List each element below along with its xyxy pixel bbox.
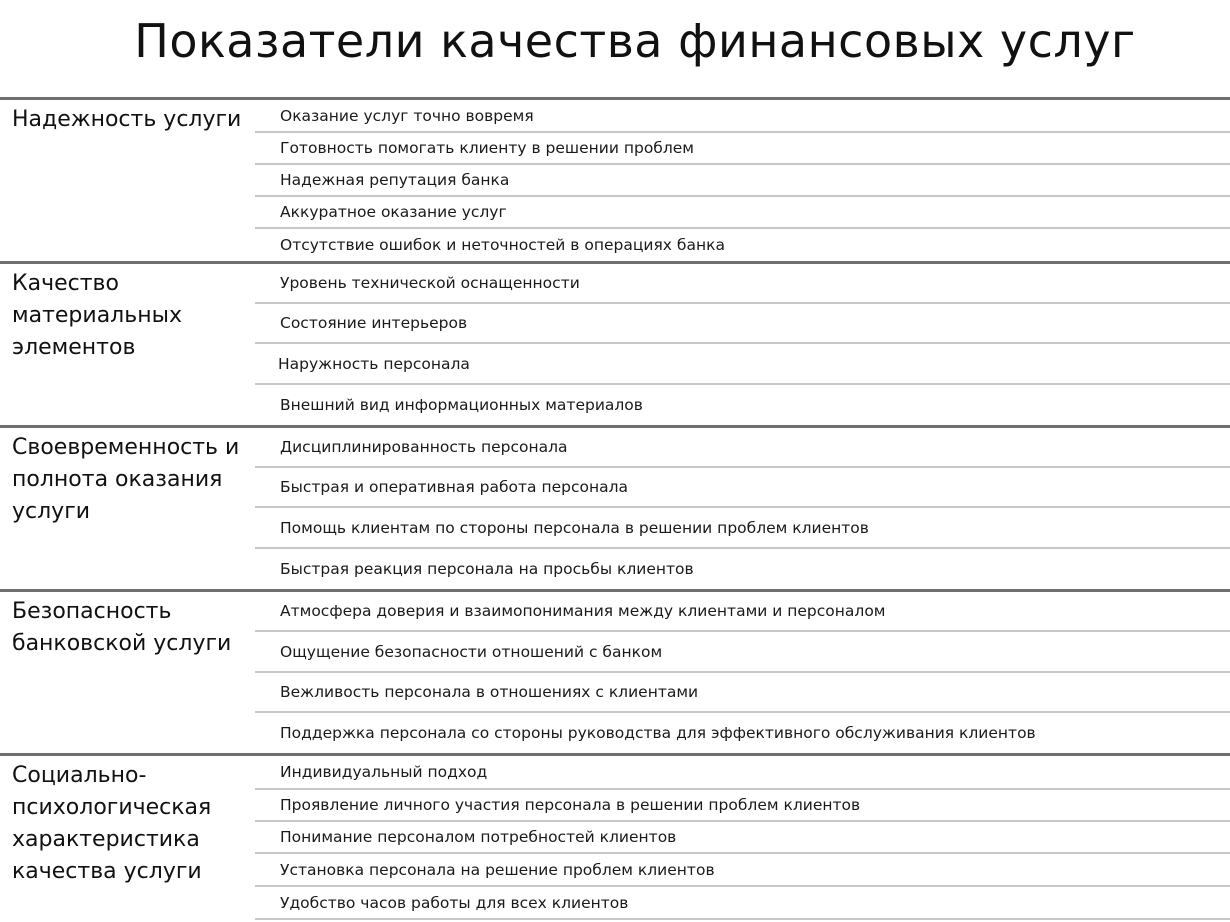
indicator-item: Надежная репутация банка [255,165,1230,197]
group-socio-psychological [0,753,1230,922]
indicator-item: Поддержка персонала со стороны руководства для эффективного обслуживания клиентов [280,724,1036,742]
indicator-item: Готовность помогать клиенту в решении проблем [255,133,1230,165]
indicator-list [255,100,1230,261]
indicator-item: Наружность персонала [255,344,1230,385]
indicator-item: Проявление личного участия персонала в решении проблем клиентов [255,790,1230,822]
indicator-item: Дисциплинированность персонала [255,428,1230,468]
indicator-item: Вежливость персонала в отношениях с клиентами [255,673,1230,713]
indicator-item: Помощь клиентам по стороны персонала в решении проблем клиентов [255,508,1230,549]
indicator-list [255,264,1230,425]
category-label: Своевременность и полнота оказания услуги [12,435,240,524]
indicator-item: Атмосфера доверия и взаимопонимания между клиентами и персоналом [255,592,1230,632]
indicator-item: Быстрая реакция персонала на просьбы клиентов [280,560,694,578]
indicator-item: Уровень технической оснащенности [255,264,1230,304]
indicator-item: Установка персонала на решение проблем клиентов [255,854,1230,887]
category-label: Надежность услуги [12,107,242,132]
indicator-list [255,592,1230,753]
indicator-item: Внешний вид информационных материалов [280,396,643,414]
indicator-item: Аккуратное оказание услуг [255,197,1230,229]
indicator-item: Ощущение безопасности отношений с банком [255,632,1230,673]
indicator-item: Оказание услуг точно вовремя [255,100,1230,133]
indicator-item: Понимание персоналом потребностей клиентов [255,822,1230,854]
category-label: Безопасность банковской услуги [12,599,232,656]
indicator-item: Удобство часов работы для всех клиентов [255,887,1230,920]
indicator-item: Состояние интерьеров [255,304,1230,344]
indicator-list [255,756,1230,920]
indicator-item: Индивидуальный подход [255,756,1230,790]
group-reliability [0,97,1230,261]
indicator-list [255,428,1230,589]
indicator-item: Быстрая и оперативная работа персонала [255,468,1230,508]
indicator-item: Отсутствие ошибок и неточностей в операциях банка [280,236,725,254]
category-label: Социально-психологическая характеристика качества услуги [12,763,212,884]
page-title: Показатели качества финансовых услуг [134,14,1136,68]
category-label: Качество материальных элементов [12,271,182,360]
group-material-elements [0,261,1230,425]
group-security [0,589,1230,753]
group-timeliness [0,425,1230,589]
